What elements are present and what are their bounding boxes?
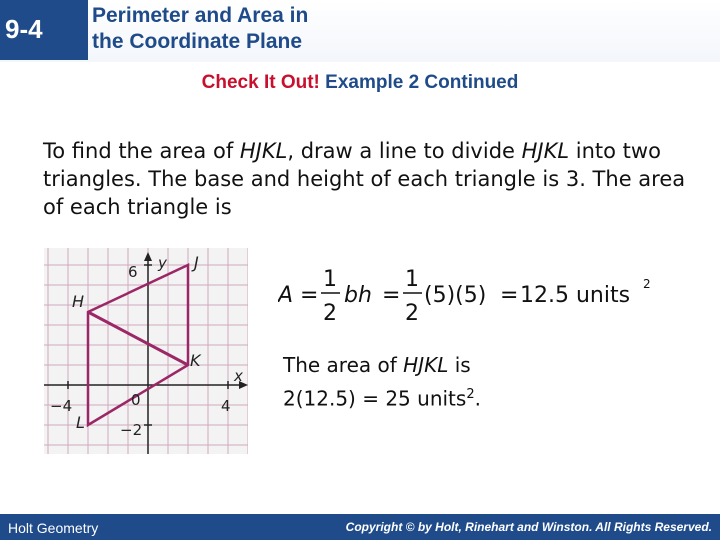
formula-equals-1: = — [300, 283, 319, 308]
slide-subtitle — [0, 72, 720, 94]
instruction-part: , draw a line to divide — [287, 139, 522, 163]
tick-label-4: 4 — [221, 397, 231, 415]
lesson-title — [92, 3, 308, 55]
tick-label-neg2: −2 — [120, 421, 143, 439]
formula-exponent: 2 — [643, 277, 651, 291]
instruction-part: into two triangles. The base and height of each triangle is 3. The area of each triangle is — [43, 139, 686, 219]
figure-name: HJKL — [403, 353, 449, 377]
result-part: The area of — [283, 353, 404, 377]
result-part: . — [474, 386, 481, 411]
formula-numerator-2: 1 — [405, 267, 419, 292]
figure-name: HJKL — [521, 139, 570, 163]
y-axis-label: y — [158, 254, 167, 272]
coordinate-graph — [44, 248, 248, 454]
graph-background — [44, 248, 248, 454]
instruction-part: To find the area of — [43, 139, 240, 163]
lesson-number: 9-4 — [5, 14, 43, 44]
area-result-text — [283, 350, 583, 414]
vertex-label-h: H — [72, 292, 85, 311]
result-exponent: 2 — [466, 387, 475, 402]
footer-copyright: Copyright © by Holt, Rinehart and Winston. All Rights Reserved. — [345, 520, 712, 534]
formula-equals-3: = — [500, 283, 519, 308]
instruction-text — [43, 137, 693, 221]
vertex-label-j: J — [194, 253, 199, 272]
slide-header — [0, 0, 720, 62]
formula-a: A — [278, 283, 294, 308]
tick-label-0: 0 — [131, 391, 141, 409]
formula-numerator-1: 1 — [323, 267, 337, 292]
tick-label-neg4: −4 — [50, 397, 73, 415]
formula-result: 12.5 units — [520, 283, 631, 308]
result-part: 2(12.5) = 25 units — [283, 386, 467, 411]
vertex-label-k: K — [190, 351, 201, 370]
example-label: Example 2 Continued — [319, 72, 519, 93]
result-part: is — [448, 353, 471, 377]
vertex-label-l: L — [76, 413, 85, 432]
lesson-badge — [0, 0, 88, 60]
x-axis-label: x — [234, 367, 243, 385]
formula-factors: (5)(5) — [424, 283, 487, 308]
formula-bh: bh — [344, 283, 372, 308]
figure-name: HJKL — [239, 139, 288, 163]
area-result-line2 — [283, 380, 583, 414]
area-formula — [278, 262, 668, 328]
tick-label-6: 6 — [128, 263, 138, 281]
slide-footer — [0, 514, 720, 540]
check-it-out-label: Check It Out! — [201, 72, 320, 93]
formula-equals-2: = — [382, 283, 401, 308]
area-result-line1 — [283, 350, 583, 380]
formula-denominator-1: 2 — [323, 301, 337, 326]
formula-denominator-2: 2 — [405, 301, 419, 326]
lesson-title-line1: Perimeter and Area in — [92, 4, 309, 27]
footer-course-name: Holt Geometry — [8, 520, 99, 536]
lesson-title-line2: the Coordinate Plane — [92, 30, 303, 53]
